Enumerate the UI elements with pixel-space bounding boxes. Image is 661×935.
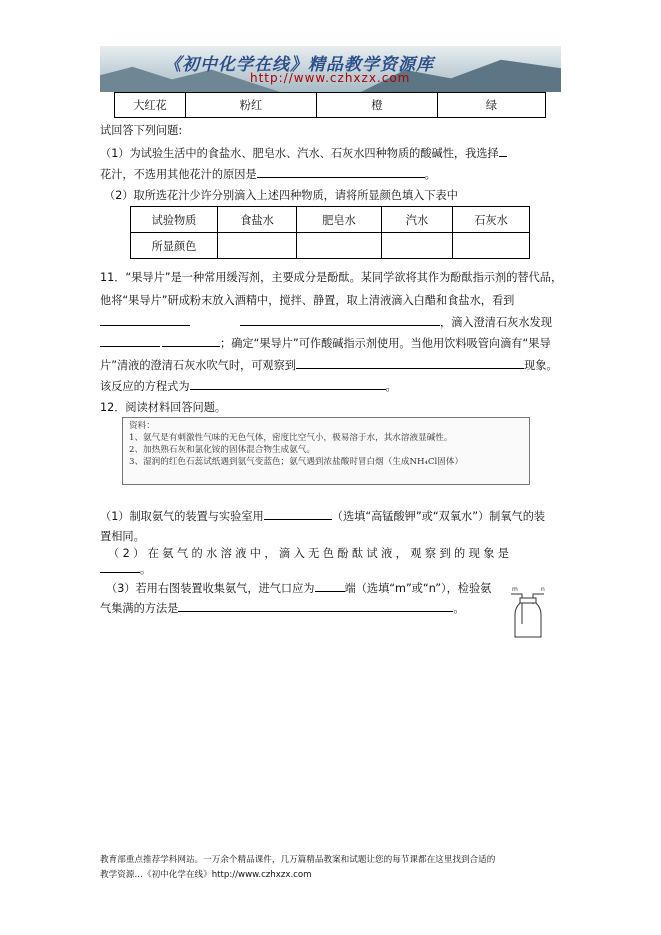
question-12-part1-line2: 置相同。: [100, 530, 145, 543]
gas-collection-bottle-figure: [505, 584, 550, 640]
table-cell: 橙: [317, 93, 438, 118]
material-title: 资料：: [129, 421, 155, 431]
part1-text2: （选填“高锰酸钾”或“双氧水”）制氧气的装: [331, 510, 546, 523]
punctuation: 。: [140, 563, 152, 576]
question-11-text3: ，滴入澄清石灰水发现: [440, 316, 552, 329]
answer-blank[interactable]: [499, 145, 507, 157]
answer-blank[interactable]: [100, 314, 190, 326]
question-intro: 试回答下列问题:: [100, 124, 183, 137]
answer-blank[interactable]: [162, 335, 220, 347]
table-row: [131, 207, 530, 233]
question-12-part3-line1: [106, 580, 491, 596]
color-result-table: [130, 206, 530, 259]
material-item: 1、氨气是有刺激性气味的无色气体，密度比空气小，极易溶于水，其水溶液显碱性。: [129, 433, 453, 443]
question-1-line2: [100, 166, 436, 182]
table-header-cell: 石灰水: [453, 207, 530, 233]
bottle-label-m: m: [512, 586, 518, 593]
question-12-part1-line1: [100, 508, 545, 524]
answer-cell[interactable]: [382, 233, 453, 259]
answer-cell[interactable]: [218, 233, 297, 259]
question-1-text2: 花汁，不选用其他花汁的原因是: [100, 168, 257, 181]
banner-url[interactable]: http://www.czhxzx.com: [250, 71, 411, 85]
answer-blank[interactable]: [315, 580, 345, 592]
table-cell: 粉红: [186, 93, 317, 118]
answer-blank[interactable]: [240, 314, 440, 326]
table-row: [115, 93, 546, 118]
answer-cell[interactable]: [297, 233, 382, 259]
question-11-line3: [100, 314, 552, 330]
punctuation: 。: [385, 380, 397, 393]
question-12-part2-line1: （2）在氨气的水溶液中，滴入无色酚酞试液，观察到的现象是: [108, 547, 513, 560]
header-banner: [100, 46, 561, 92]
punctuation: 。: [424, 168, 436, 181]
question-11-line1: 11．“果导片”是一种常用缓泻剂，主要成分是酚酞。某同学欲将其作为酚酞指示剂的替代品，: [100, 271, 563, 284]
reading-material-box: [122, 417, 530, 485]
answer-blank[interactable]: [178, 600, 453, 612]
part3-text2: 端（选填“m”或“n”），检验氨: [344, 582, 492, 595]
part3-text: （3）若用右图装置收集氨气，进气口应为: [106, 582, 315, 595]
question-11-text5: 片”清液的澄清石灰水吹气时，可观察到: [100, 359, 296, 372]
flower-color-table: [114, 92, 546, 118]
table-header-cell: 食盐水: [218, 207, 297, 233]
table-row: [131, 233, 530, 259]
question-12-part3-line2: [100, 600, 465, 616]
bottle-label-n: n: [541, 586, 545, 593]
question-1-line1: [100, 145, 507, 161]
table-cell: 绿: [438, 93, 546, 118]
question-11-line6: [100, 378, 397, 394]
table-row-label: 所显颜色: [131, 233, 218, 259]
footer-line: 教育部重点推荐学科网站。一万余个精品课件，几万篇精品教案和试题让您的每节课都在这里找到合适的: [100, 855, 496, 865]
answer-blank[interactable]: [190, 378, 386, 390]
page-footer: [100, 853, 570, 883]
punctuation: 。: [453, 602, 465, 615]
question-2-line: （2）取所选花汁少许分别滴入上述四种物质，请将所显颜色填入下表中: [104, 189, 458, 202]
table-header-cell: 肥皂水: [297, 207, 382, 233]
answer-cell[interactable]: [453, 233, 530, 259]
question-11-text7: 该反应的方程式为: [100, 380, 190, 393]
answer-blank[interactable]: [100, 335, 160, 347]
bottle-body: [515, 603, 541, 637]
banner-title: 《初中化学在线》精品教学资源库: [164, 55, 434, 75]
answer-blank[interactable]: [264, 508, 332, 520]
question-11-text6: 现象。: [524, 359, 558, 372]
material-item: 2、加热熟石灰和氯化铵的固体混合物生成氨气。: [129, 445, 315, 455]
footer-line: 教学资源…《初中化学在线》http://www.czhxzx.com: [100, 870, 312, 880]
bottle-stopper: [520, 598, 536, 603]
question-1-text: （1）为试验生活中的食盐水、肥皂水、汽水、石灰水四种物质的酸碱性，我选择: [100, 147, 499, 160]
question-11-text4: ；确定“果导片”可作酸碱指示剂使用。当他用饮料吸管向滴有“果导: [220, 337, 551, 350]
part1-text: （1）制取氨气的装置与实验室用: [100, 510, 264, 523]
table-header-cell: 汽水: [382, 207, 453, 233]
question-11-line5: [100, 357, 558, 373]
part3-text3: 气集满的方法是: [100, 602, 179, 615]
table-header-cell: 试验物质: [131, 207, 218, 233]
question-11-line4: [100, 335, 551, 351]
answer-blank[interactable]: [257, 166, 425, 178]
answer-blank[interactable]: [296, 357, 524, 369]
material-item: 3、湿润的红色石蕊试纸遇到氨气变蓝色；氨气遇到浓盐酸时冒白烟（生成NH₄Cl固体）: [129, 457, 464, 467]
answer-blank[interactable]: [100, 561, 140, 573]
table-cell: 大红花: [115, 93, 186, 118]
question-12-title: 12．阅读材料回答问题。: [100, 401, 227, 414]
question-12-part2-line2: [100, 561, 151, 577]
question-11-line2: 他将“果导片”研成粉末放入酒精中，搅拌、静置，取上清液滴入白醋和食盐水，看到: [100, 294, 515, 307]
